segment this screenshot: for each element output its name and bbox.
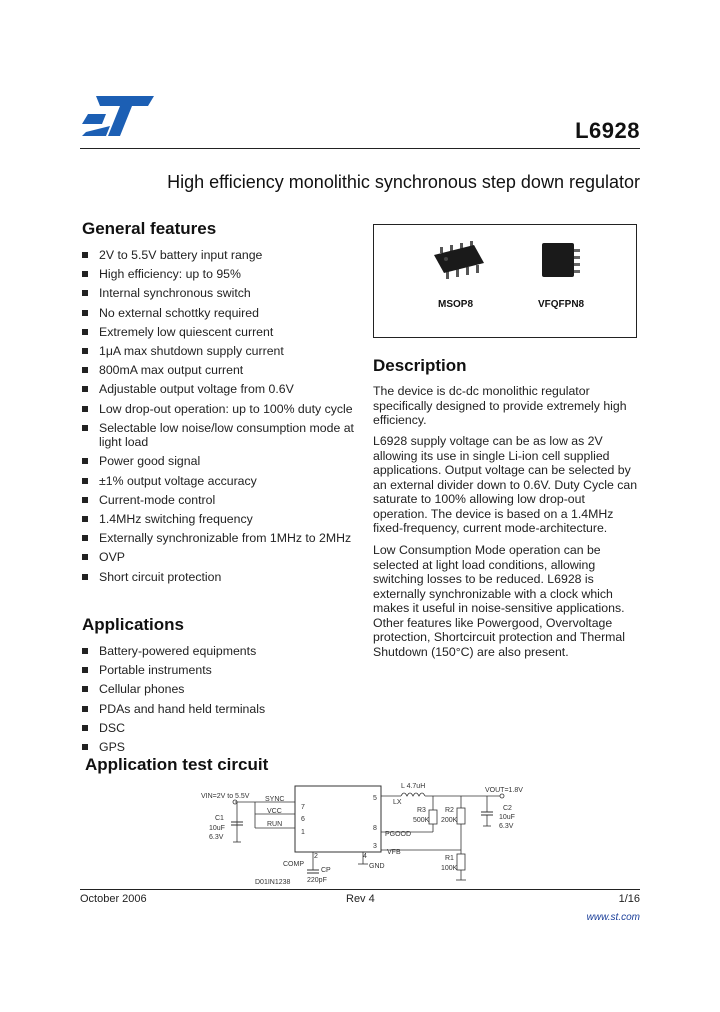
package-box — [373, 224, 637, 338]
list-item: No external schottky required — [82, 306, 357, 321]
list-item: Adjustable output voltage from 0.6V — [82, 382, 357, 397]
features-list — [82, 248, 357, 589]
r3-label: R3 — [417, 807, 426, 814]
description-heading: Description — [373, 356, 467, 375]
pin-label: 7 — [301, 804, 305, 811]
list-item: Externally synchronizable from 1MHz to 2MHz — [82, 531, 357, 546]
vout-label: VOUT=1.8V — [485, 787, 523, 794]
gnd-label: GND — [369, 863, 385, 870]
lx-label: LX — [393, 799, 402, 806]
part-number: L6928 — [575, 118, 640, 143]
c2-label: C2 — [503, 805, 512, 812]
c1-voltage: 6.3V — [209, 834, 224, 841]
r2-label: R2 — [445, 807, 454, 814]
c2-value: 10uF — [499, 814, 515, 821]
vin-label: VIN=2V to 5.5V — [201, 793, 250, 800]
diagram-code: D01IN1238 — [255, 879, 291, 886]
package-label-msop8: MSOP8 — [438, 299, 474, 310]
list-item: Battery-powered equipments — [82, 644, 357, 659]
st-logo — [80, 94, 156, 138]
list-item: DSC — [82, 721, 357, 736]
vcc-label: VCC — [267, 808, 282, 815]
vfb-label: VFB — [387, 849, 401, 856]
list-item: Current-mode control — [82, 493, 357, 508]
cp-label: CP — [321, 867, 331, 874]
applications-list — [82, 644, 357, 759]
comp-label: COMP — [283, 861, 304, 868]
r1-value: 100K — [441, 865, 458, 872]
footer-revision: Rev 4 — [346, 893, 375, 905]
cp-value: 220pF — [307, 877, 327, 884]
document-subtitle: High efficiency monolithic synchronous step down regulator — [167, 172, 640, 192]
vfqfpn8-package-image — [540, 241, 584, 281]
list-item: 2V to 5.5V battery input range — [82, 248, 357, 263]
list-item: Extremely low quiescent current — [82, 325, 357, 340]
footer-page-number: 1/16 — [618, 893, 640, 905]
list-item: Low drop-out operation: up to 100% duty cycle — [82, 402, 357, 417]
list-item: High efficiency: up to 95% — [82, 267, 357, 282]
run-label: RUN — [267, 821, 283, 828]
c2-voltage: 6.3V — [499, 823, 514, 830]
description-paragraph: Low Consumption Mode operation can be selected at light load conditions, allowing switching losses to be reduced. L6928 is externally synchronizable with a clock which makes it useful in noise-sensitive applications. Other features like Powergood, Overvoltage protection, Shortcircuit protection and Thermal Shutdown (150°C) are also present. — [373, 543, 625, 659]
pin-label: 3 — [373, 843, 377, 850]
footer-date: October 2006 — [80, 893, 147, 905]
circuit-heading: Application test circuit — [85, 755, 269, 774]
ic-body — [295, 786, 381, 852]
c1-label: C1 — [215, 815, 224, 822]
list-item: Power good signal — [82, 454, 357, 469]
pin-label: 6 — [301, 816, 305, 823]
pgood-label: PGOOD — [385, 831, 412, 838]
list-item: Internal synchronous switch — [82, 286, 357, 301]
list-item: Selectable low noise/low consumption mode at light load — [82, 421, 357, 450]
r1-label: R1 — [445, 855, 454, 862]
list-item: 800mA max output current — [82, 363, 357, 378]
pin-label: 2 — [314, 853, 318, 860]
pin-label: 4 — [363, 853, 367, 860]
list-item: Cellular phones — [82, 682, 357, 697]
list-item: ±1% output voltage accuracy — [82, 474, 357, 489]
list-item: 1μA max shutdown supply current — [82, 344, 357, 359]
msop8-package-image — [432, 241, 486, 281]
list-item: GPS — [82, 740, 357, 755]
list-item: Short circuit protection — [82, 570, 357, 585]
package-label-vfqfpn8: VFQFPN8 — [538, 299, 585, 310]
features-heading: General features — [82, 219, 217, 238]
pin-label: 5 — [373, 795, 377, 802]
sync-label: SYNC — [265, 796, 285, 803]
c1-value: 10uF — [209, 825, 225, 832]
r3-value: 500K — [413, 817, 430, 824]
pin-label: 1 — [301, 829, 305, 836]
list-item: PDAs and hand held terminals — [82, 702, 357, 717]
header-rule — [80, 148, 640, 149]
list-item: 1.4MHz switching frequency — [82, 512, 357, 527]
pin-label: 8 — [373, 825, 377, 832]
description-paragraph: The device is dc-dc monolithic regulator specifically designed to provide extremely high efficiency. — [373, 384, 627, 427]
list-item: OVP — [82, 550, 357, 565]
description-paragraph: L6928 supply voltage can be as low as 2V allowing its use in single Li-ion cell supplied applications. Output voltage can be selected by an external divider down to 0.6V. Duty Cycle can saturate to 100% allowing low drop-out operation. The device is based on a 1.4MHz fixed-frequency, current mode-architecture. — [373, 434, 638, 535]
r2-value: 200K — [441, 817, 458, 824]
inductor-label: L 4.7uH — [401, 783, 426, 790]
list-item: Portable instruments — [82, 663, 357, 678]
footer-rule — [80, 889, 640, 890]
applications-heading: Applications — [82, 615, 185, 634]
footer-website-link[interactable]: www.st.com — [586, 912, 640, 923]
application-circuit-diagram — [195, 780, 530, 890]
